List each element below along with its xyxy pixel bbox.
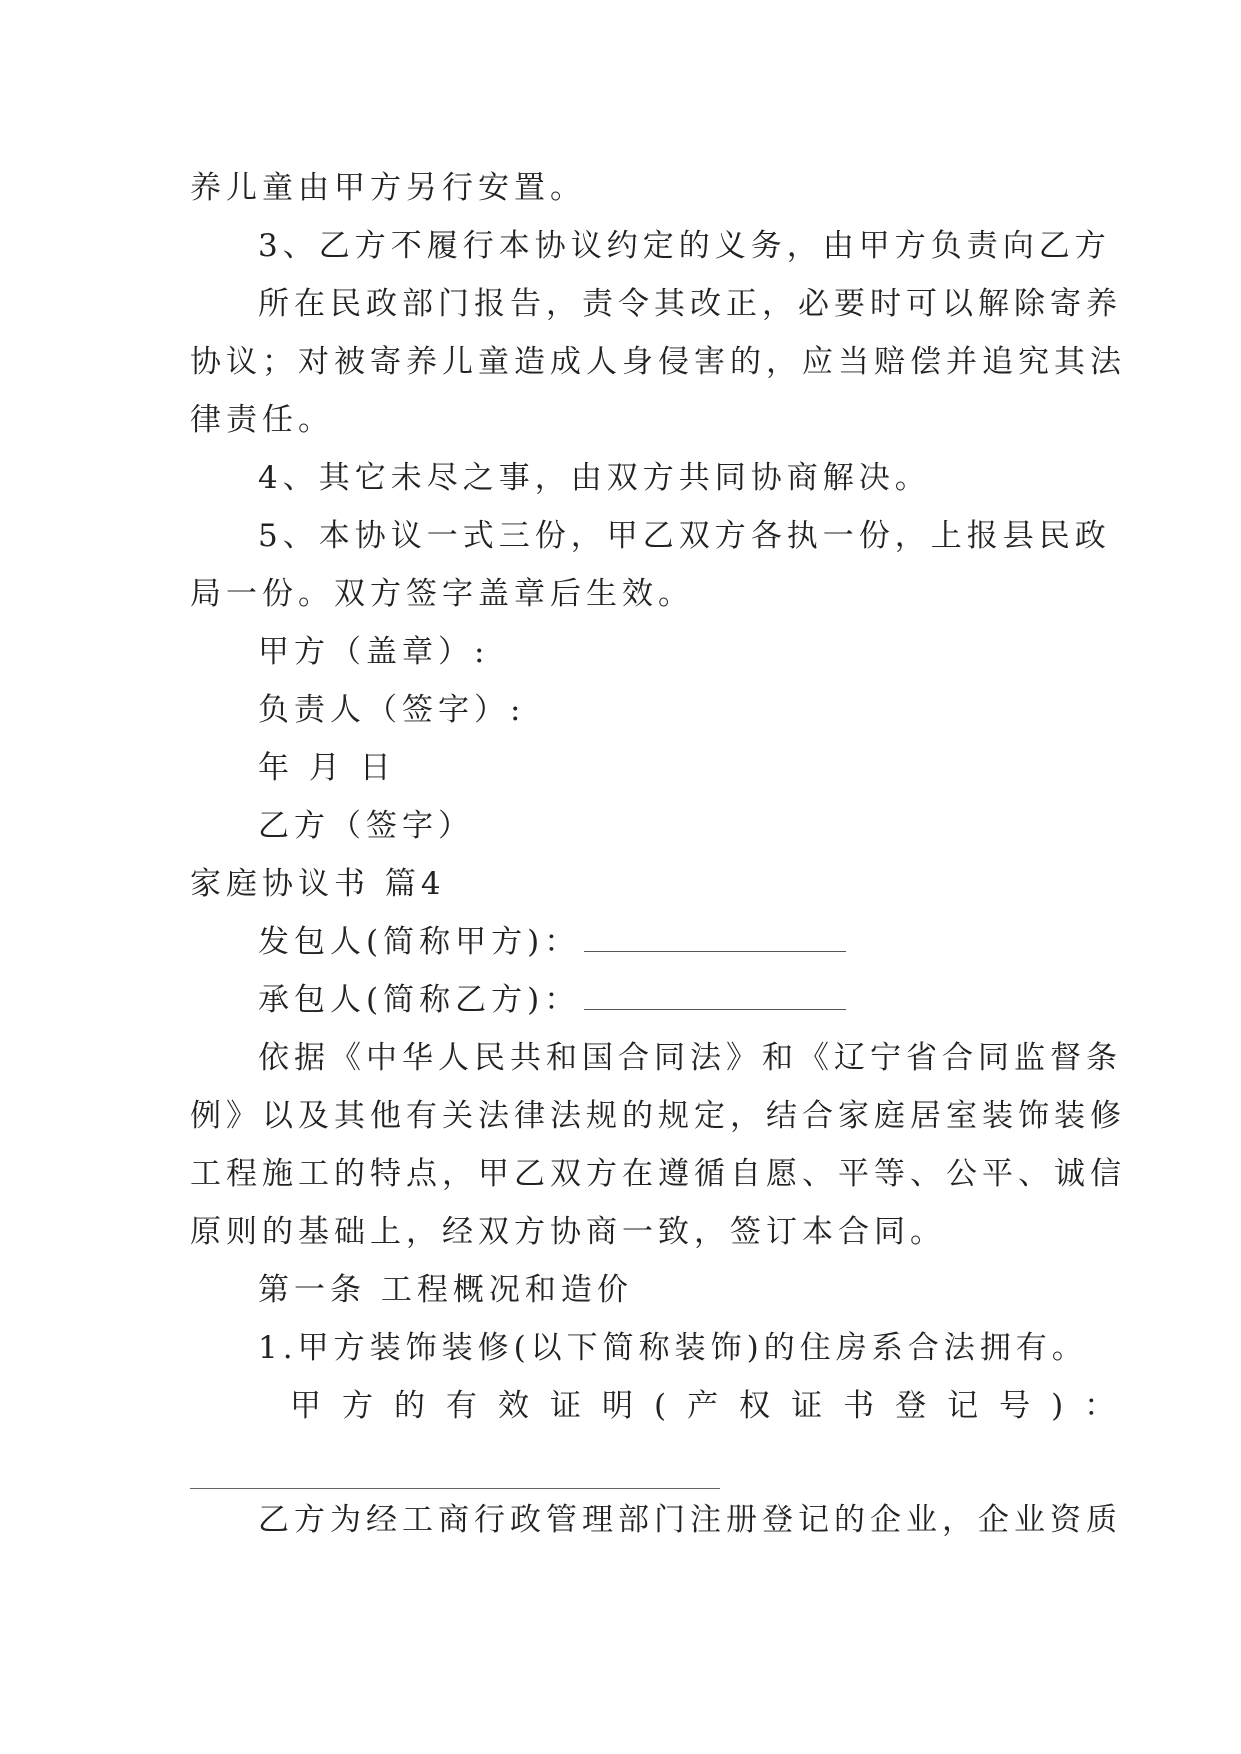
text-line: 协议；对被寄养儿童造成人身侵害的，应当赔偿并追究其法 (190, 344, 1126, 380)
signature-date: 年 月 日 (258, 750, 396, 786)
article-heading: 第一条 工程概况和造价 (258, 1272, 633, 1308)
text-line: 乙方为经工商行政管理部门注册登记的企业，企业资质 (258, 1502, 1122, 1538)
contractor-b-line (258, 980, 846, 1020)
text-line: 依据《中华人民共和国合同法》和《辽宁省合同监督条 (258, 1040, 1122, 1076)
contractor-a-line (258, 922, 846, 962)
text-line: 3、乙方不履行本协议约定的义务，由甲方负责向乙方 (258, 228, 1111, 264)
text-line: 局一份。双方签字盖章后生效。 (190, 576, 694, 612)
signature-party-a: 甲方（盖章）: (258, 634, 490, 670)
text-line: 5、本协议一式三份，甲乙双方各执一份，上报县民政 (258, 518, 1111, 554)
contractor-a-label: 发包人(简称甲方)： (258, 924, 581, 960)
text-line: 养儿童由甲方另行安置。 (190, 170, 586, 206)
section-heading: 家庭协议书 篇4 (190, 866, 446, 902)
text-line: 例》以及其他有关法律法规的规定，结合家庭居室装饰装修 (190, 1098, 1126, 1134)
contractor-b-label: 承包人(简称乙方)： (258, 982, 581, 1018)
text-line: 工程施工的特点，甲乙双方在遵循自愿、平等、公平、诚信 (190, 1156, 1126, 1192)
text-line: 1.甲方装饰装修(以下简称装饰)的住房系合法拥有。 (258, 1330, 1088, 1366)
signature-responsible-person: 负责人（签字）: (258, 692, 526, 728)
text-line: 所在民政部门报告，责令其改正，必要时可以解除寄养 (258, 286, 1122, 322)
signature-party-b: 乙方（签字） (258, 808, 474, 844)
blank-line (190, 1488, 720, 1489)
text-line: 甲方的有效证明(产权证书登记号)： (290, 1388, 1137, 1424)
text-line: 4、其它未尽之事，由双方共同协商解决。 (258, 460, 931, 496)
blank-line (584, 925, 846, 952)
blank-line (584, 983, 846, 1010)
text-line: 原则的基础上，经双方协商一致，签订本合同。 (190, 1214, 946, 1250)
text-line: 律责任。 (190, 402, 334, 438)
